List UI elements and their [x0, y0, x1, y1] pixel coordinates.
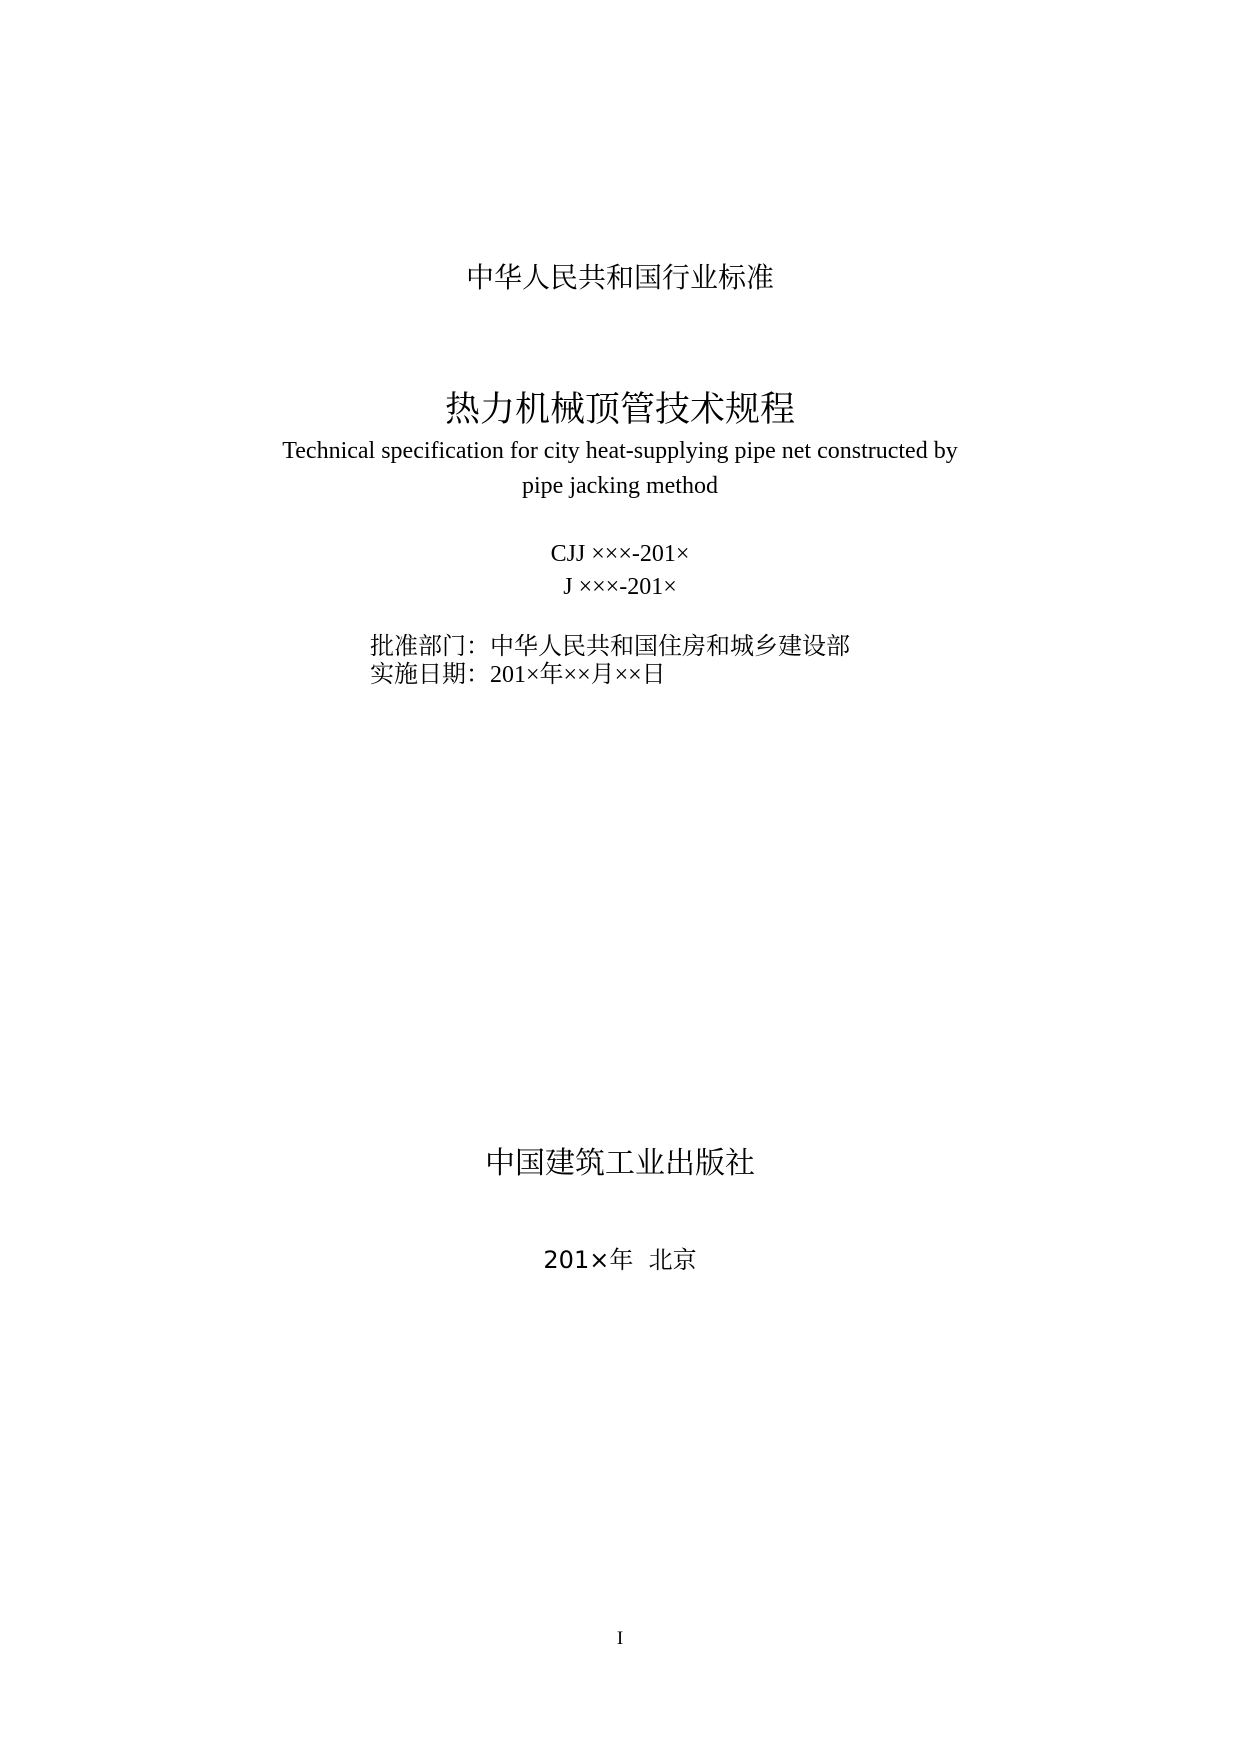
effective-date-row [370, 661, 850, 689]
approval-department-value: 中华人民共和国住房和城乡建设部 [490, 634, 850, 660]
approval-info [370, 633, 850, 689]
approval-department-row [370, 633, 850, 661]
effective-date-label: 实施日期： [370, 662, 490, 688]
effective-date-value: 201×年××月××日 [490, 662, 666, 688]
publication-year-place: 201×年 北京 [543, 1246, 697, 1274]
approval-department-label: 批准部门： [370, 634, 490, 660]
document-title-english-line-1: Technical specification for city heat-supplying pipe net constructed by [282, 438, 958, 464]
standard-code-cjj: CJJ ×××-201× [550, 541, 690, 567]
page-number: I [616, 1628, 624, 1649]
standard-category: 中华人民共和国行业标准 [465, 261, 774, 294]
publisher-name: 中国建筑工业出版社 [485, 1147, 755, 1180]
standard-code-j: J ×××-201× [563, 574, 677, 600]
document-title-english-line-2: pipe jacking method [522, 473, 718, 499]
document-title-chinese: 热力机械顶管技术规程 [444, 390, 795, 429]
